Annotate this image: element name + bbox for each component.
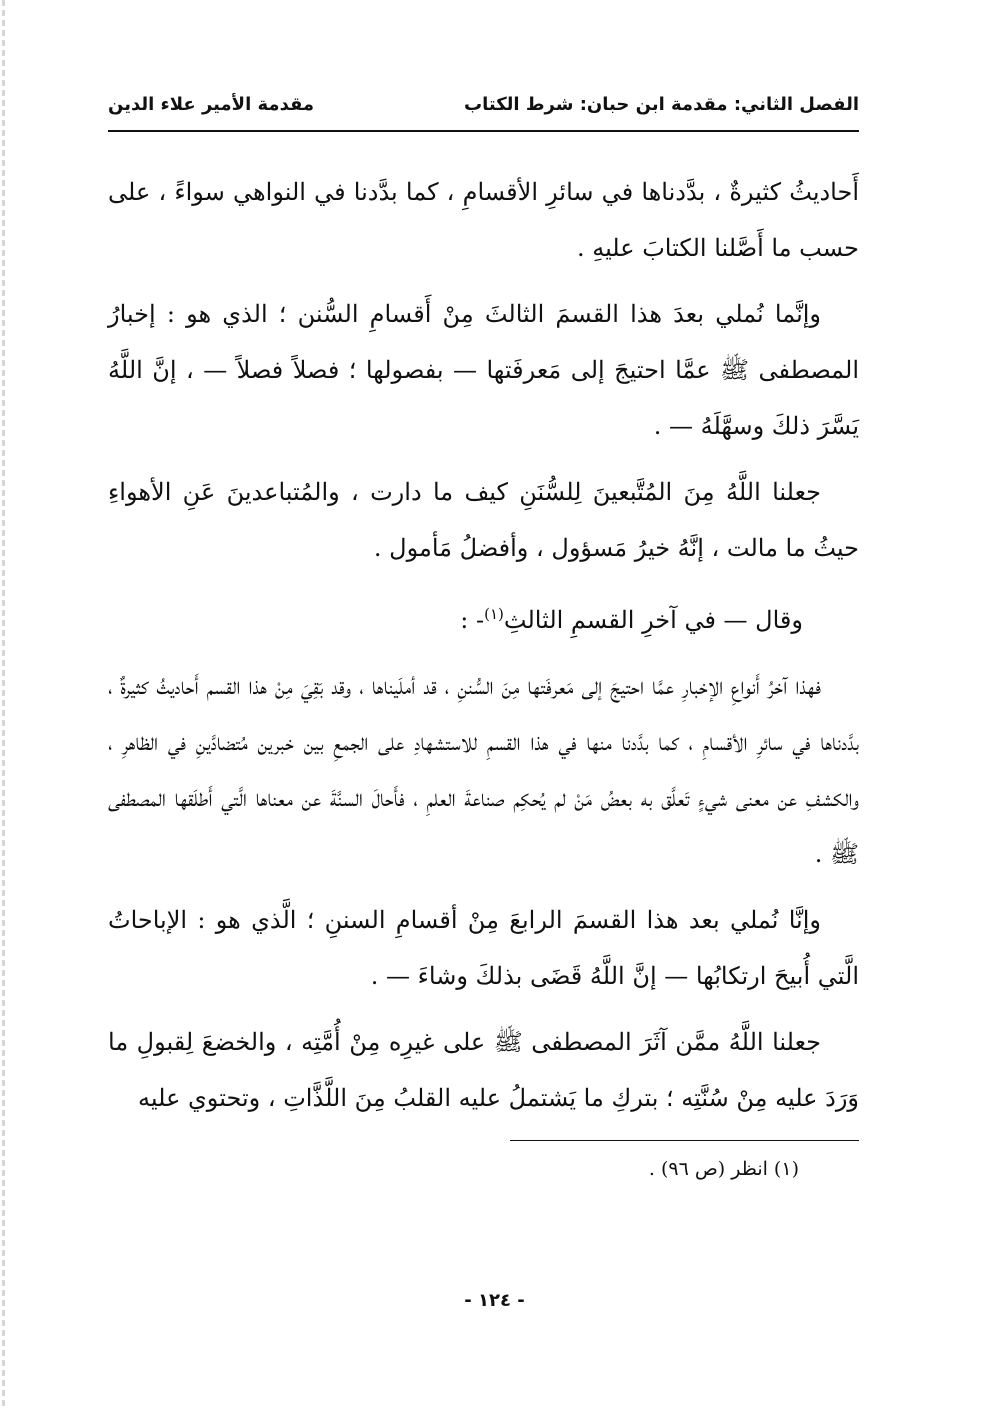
footnote-reference: (١) [484,605,504,623]
header-section-title: مقدمة الأمير علاء الدين [108,94,315,115]
paragraph-4-text: وقال — في آخرِ القسمِ الثالثِ [503,606,803,634]
scan-edge-artifact [2,0,5,1408]
header-rule [108,130,859,132]
paragraph-2: وإنَّما نُملي بعدَ هذا القسمَ الثالثَ مِنْ أَقسامِ السُّنن ؛ الذي هو : إخبارُ المصطفى ﷺ عمَّا احتيجَ إلى مَعرفَتها — بفصولها ؛ فصلاً فصلاً — ، إنَّ اللَّهُ يَسَّرَ ذلكَ وسهَّلَهُ — . [108,300,859,440]
footnote-rule [510,1140,859,1141]
body-text [108,164,859,1136]
paragraph-6: وإنَّا نُملي بعد هذا القسمَ الرابعَ مِنْ أقسامِ السننِ ؛ الَّذي هو : الإباحاتُ الَّتي أُبيحَ ارتكابُها — إنَّ اللَّهُ قَضَى بذلكَ وشاءَ — . [108,906,859,990]
paragraph-5: فهذا آخرُ أَنواعِ الإخبارِ عمَّا احتيجَ إلى مَعرفَتها مِنَ السُّننِ ، قد أملَيناها ، وقد بَقِيَ مِنْ هذا القسم أَحاديثُ كثيرةٌ ، بدَّدناها في سائرِ الأقسامِ ، كما بدَّدنا منها في هذا القسمِ للاستشهادِ على الجمعِ بين خبرين مُتضادَّينِ في الظاهرِ ، والكشفِ عن معنى شيءٍ تَعلَّق به بعضُ مَنْ لم يُحكِم صناعةَ العلمِ ، فأَحالَ السنَّةَ عن معناها الَّتي أَطلَقها المصطفى ﷺ . [108,672,859,868]
header-chapter-title: الفصل الثاني: مقدمة ابن حبان: شرط الكتاب [464,94,859,115]
footnote: (١) انظر (ص ٩٦) . [648,1158,799,1180]
paragraph-1: أَحاديثُ كثيرةٌ ، بدَّدناها في سائرِ الأقسامِ ، كما بدَّدنا في النواهي سواءً ، على حسب ما أَصَّلنا الكتابَ عليهِ . [108,178,859,262]
running-header [108,94,859,128]
paragraph-3: جعلنا اللَّهُ مِنَ المُتَّبعينَ لِلسُّنَنِ كيف ما دارت ، والمُتباعدينَ عَنِ الأهواءِ حيثُ ما مالت ، إنَّهُ خيرُ مَسؤول ، وأفضلُ مَأمول . [108,478,859,562]
paragraph-4-tail: - : [460,606,485,634]
page-number: - ١٢٤ - [464,1290,525,1311]
paragraph-7: جعلنا اللَّهُ ممَّن آثَرَ المصطفى ﷺ على غيرِه مِنْ أُمَّتِه ، والخضعَ لِقبولِ ما وَرَدَ عليه مِنْ سُنَّتِه ؛ بتركِ ما يَشتملُ عليه القلبُ مِنَ اللَّذَّاتِ ، وتحتوي عليه [108,1028,859,1112]
paragraph-4 [108,586,859,648]
